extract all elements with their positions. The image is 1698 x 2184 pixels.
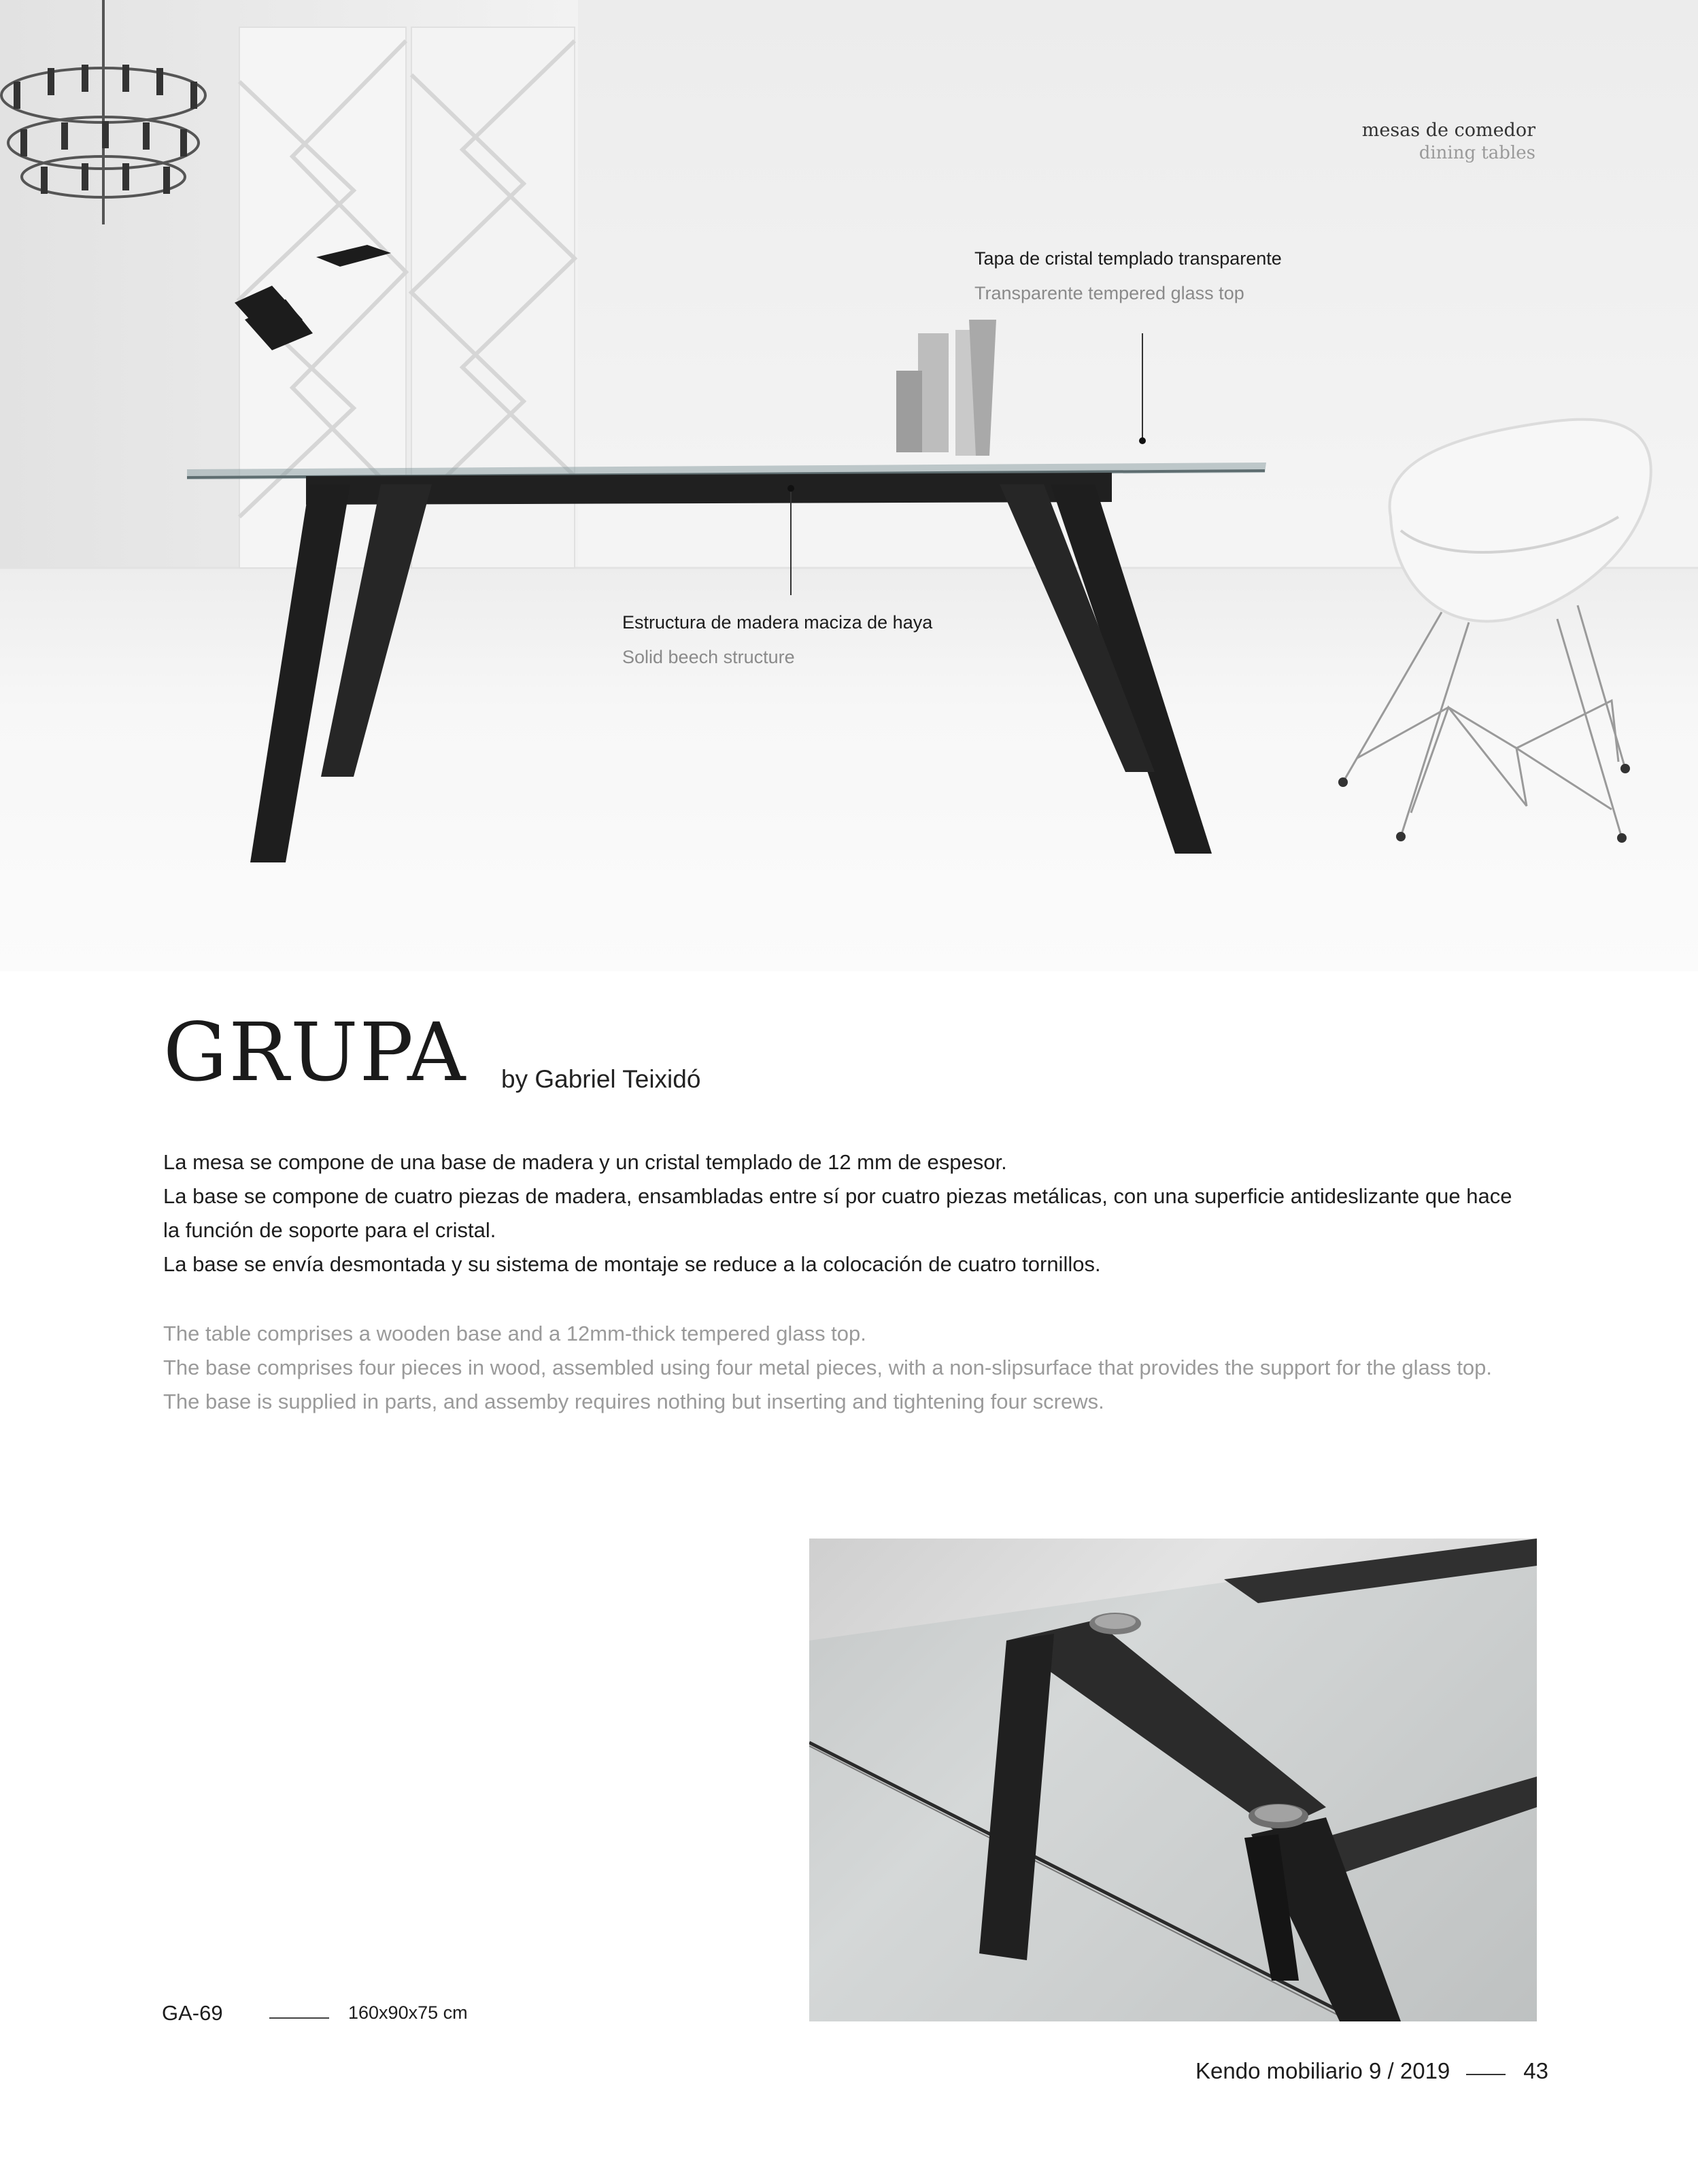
publication-title: Kendo mobiliario 9 / 2019 (1195, 2058, 1450, 2083)
structure-callout-english: Solid beech structure (622, 647, 795, 667)
description-spanish-line: La base se compone de cuatro piezas de madera, ensambladas entre sí por cuatro piezas metálicas, con una superficie antideslizante que hace la función de soporte para el cristal. (163, 1184, 1512, 1242)
chandelier-illustration (1, 0, 205, 224)
category-label-spanish: mesas de comedor (1361, 120, 1535, 141)
model-code: GA-69 (162, 2001, 223, 2025)
description-spanish (163, 1145, 1530, 1281)
detail-scene (809, 1539, 1537, 2021)
model-divider (269, 2017, 329, 2019)
description-english (163, 1317, 1530, 1419)
description-english-line: The table comprises a wooden base and a 12mm-thick tempered glass top. (163, 1322, 866, 1345)
category-label-english: dining tables (1419, 143, 1535, 163)
footer-divider (1466, 2074, 1506, 2075)
description-english-line: The base is supplied in parts, and assemby requires nothing but inserting and tightening four screws. (163, 1390, 1104, 1413)
glass-top-callout-dot (1139, 437, 1146, 444)
description-english-line: The base comprises four pieces in wood, assembled using four metal pieces, with a non-slipsurface that provides the support for the glass top. (163, 1356, 1493, 1379)
description-spanish-line: La mesa se compone de una base de madera y un cristal templado de 12 mm de espesor. (163, 1150, 1007, 1174)
glass-top-callout-spanish: Tapa de cristal templado transparente (974, 248, 1282, 269)
glass-top-callout-english: Transparente tempered glass top (974, 283, 1244, 303)
page-number: 43 (1523, 2058, 1548, 2083)
detail-photo (809, 1539, 1537, 2021)
structure-callout-dot (787, 485, 794, 492)
chair-illustration (1338, 420, 1651, 843)
page-footer (1195, 2058, 1548, 2084)
model-dimensions: 160x90x75 cm (348, 2002, 468, 2023)
hero-photo (0, 0, 1698, 971)
description-spanish-line: La base se envía desmontada y su sistema de montaje se reduce a la colocación de cuatro tornillos. (163, 1252, 1101, 1276)
structure-callout-spanish: Estructura de madera maciza de haya (622, 612, 933, 633)
vases-illustration (896, 320, 996, 456)
product-title: GRUPA (163, 1005, 467, 1099)
designer-credit: by Gabriel Teixidó (501, 1065, 701, 1093)
